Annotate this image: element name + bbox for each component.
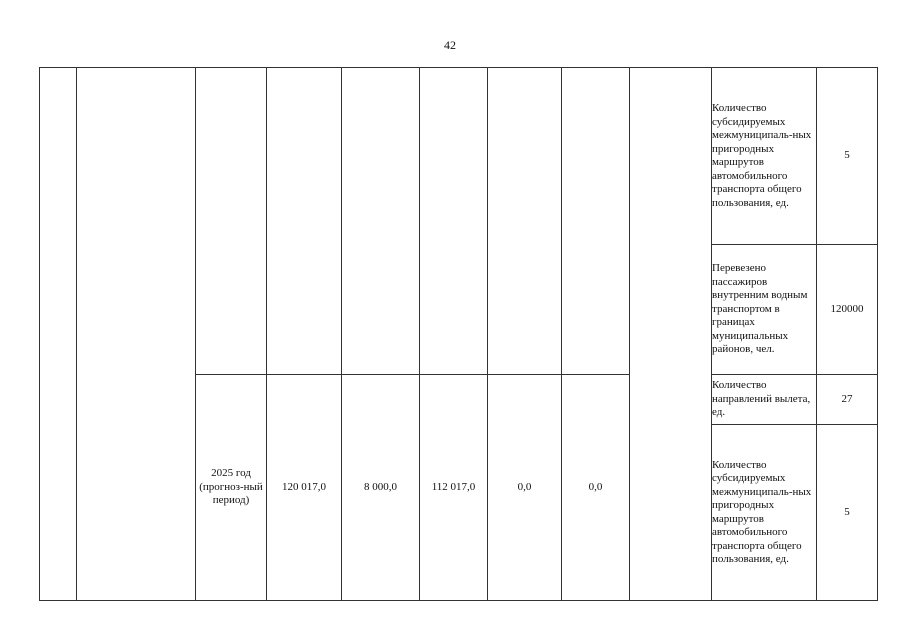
federal-2025: 8 000,0 — [342, 375, 420, 601]
indicator-name: Количество субсидируемых межмуниципаль-ных пригородных маршрутов автомобильного транспорта общего пользования, ед. — [712, 425, 817, 601]
indicator-name: Перевезено пассажиров внутренним водным транспортом в границах муниципальных районов, чел. — [712, 245, 817, 375]
indicator-name: Количество направлений вылета, ед. — [712, 375, 817, 425]
period-cell-prev — [196, 68, 267, 375]
other-2025: 0,0 — [562, 375, 630, 601]
local-cell-prev — [488, 68, 562, 375]
row-number-cell — [40, 68, 77, 601]
budget-indicators-table — [39, 67, 878, 601]
indicator-value: 120000 — [817, 245, 878, 375]
period-2025: 2025 год (прогноз-ный период) — [196, 375, 267, 601]
federal-cell-prev — [342, 68, 420, 375]
local-2025: 0,0 — [488, 375, 562, 601]
regional-2025: 112 017,0 — [420, 375, 488, 601]
total-2025: 120 017,0 — [267, 375, 342, 601]
regional-cell-prev — [420, 68, 488, 375]
executor-cell — [630, 68, 712, 601]
indicator-value: 5 — [817, 425, 878, 601]
other-cell-prev — [562, 68, 630, 375]
total-cell-prev — [267, 68, 342, 375]
indicator-value: 27 — [817, 375, 878, 425]
measure-name-cell — [77, 68, 196, 601]
indicator-name: Количество субсидируемых межмуниципаль-ных пригородных маршрутов автомобильного транспорта общего пользования, ед. — [712, 68, 817, 245]
page-number: 42 — [444, 38, 456, 52]
indicator-value: 5 — [817, 68, 878, 245]
